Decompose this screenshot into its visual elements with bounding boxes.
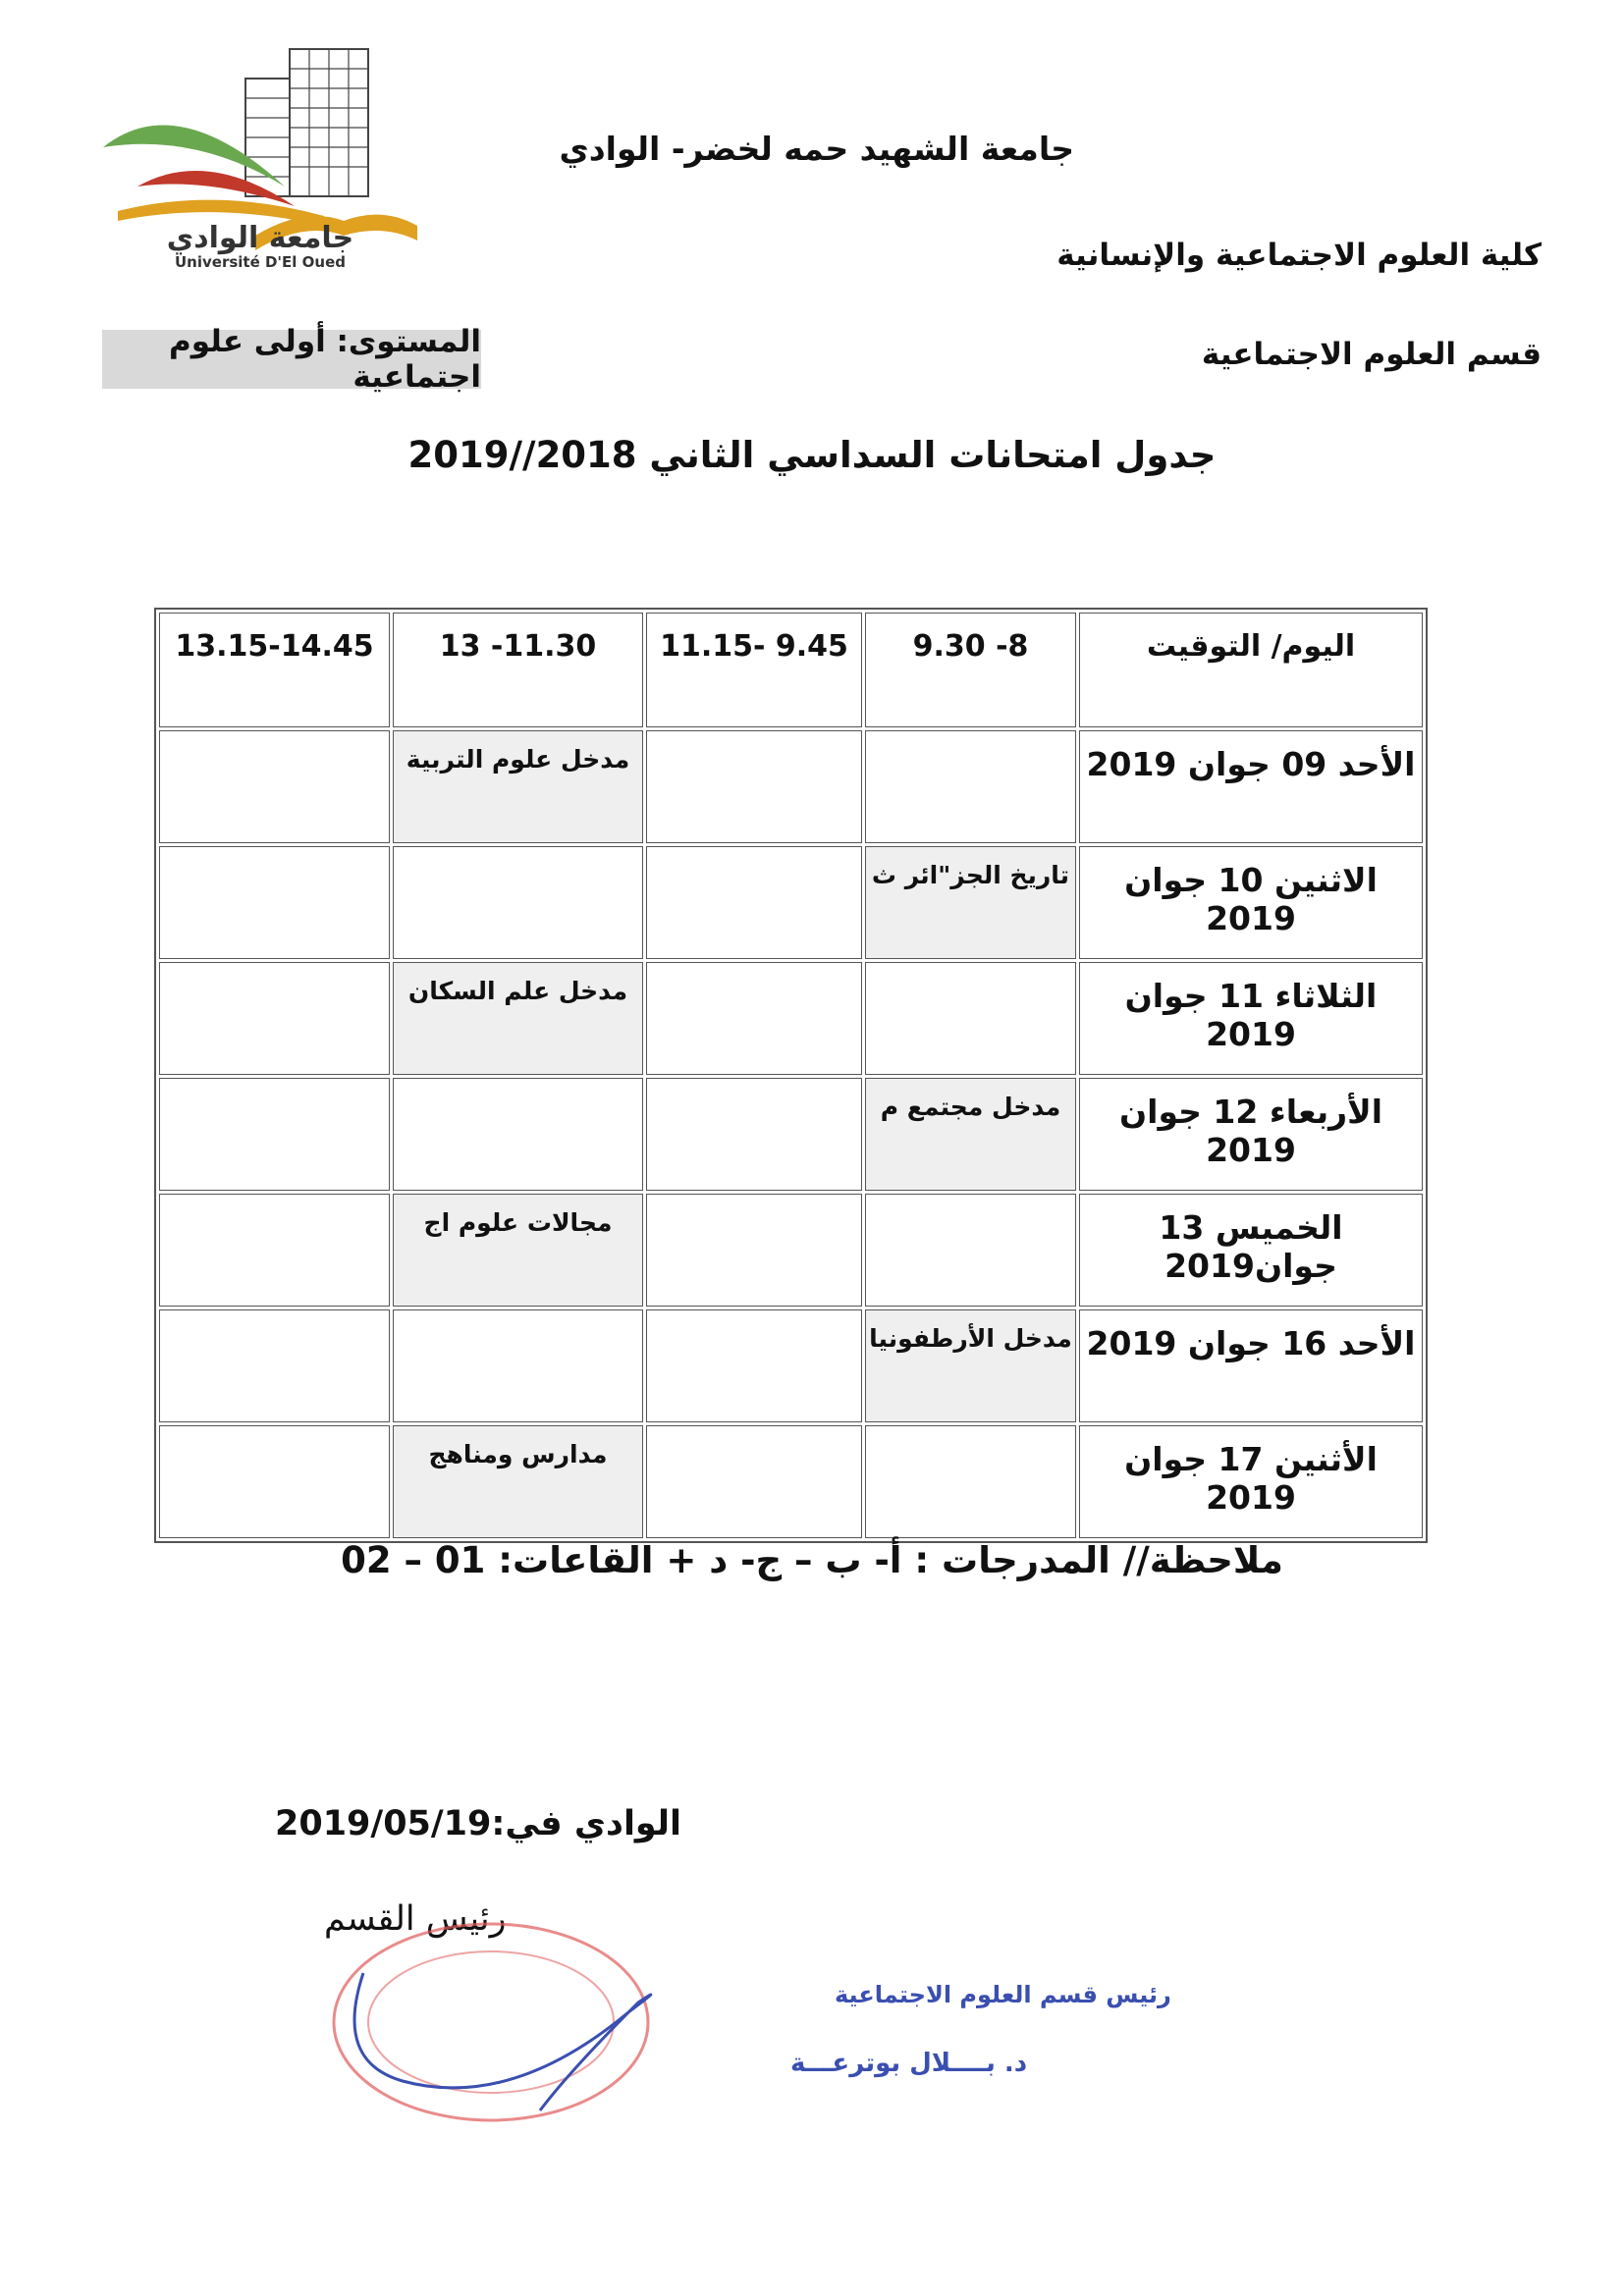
logo-text-arabic: جامعة الوادي <box>166 221 354 255</box>
table-row <box>159 1078 1423 1191</box>
exam-slot-cell <box>865 730 1076 843</box>
day-cell: الأحد 09 جوان 2019 <box>1079 730 1423 843</box>
exam-slot-cell <box>159 1078 390 1191</box>
exam-slot-cell <box>159 1425 390 1538</box>
stamp-line-1: رئيس قسم العلوم الاجتماعية <box>835 1981 1171 2008</box>
department-name: قسم العلوم الاجتماعية <box>1201 337 1542 372</box>
table-row <box>159 1425 1423 1538</box>
exam-slot-cell <box>159 1309 390 1422</box>
exam-schedule-table <box>154 608 1428 1543</box>
university-name: جامعة الشهيد حمه لخضر- الوادي <box>559 130 1074 168</box>
header-slot-4: 13.15-14.45 <box>159 613 390 727</box>
day-cell: الاثنين 10 جوان 2019 <box>1079 846 1423 959</box>
table-row <box>159 962 1423 1075</box>
table-row <box>159 1194 1423 1307</box>
note-text: ملاحظة// المدرجات : أ- ب – ج- د + القاعات: 01 – 02 <box>341 1539 1283 1581</box>
exam-slot-cell: مجالات علوم اج <box>393 1194 643 1307</box>
level-label: المستوى: أولى علوم اجتماعية <box>102 330 481 389</box>
table-header-row <box>159 613 1423 727</box>
header-slot-1: 8- 9.30 <box>865 613 1076 727</box>
signatory-title: رئيس القسم <box>324 1899 507 1939</box>
exam-slot-cell: مدخل الأرطفونيا <box>865 1309 1076 1422</box>
exam-slot-cell <box>159 962 390 1075</box>
exam-slot-cell <box>393 1309 643 1422</box>
place-date: الوادي في:2019/05/19 <box>275 1804 682 1843</box>
exam-slot-cell <box>865 1425 1076 1538</box>
exam-slot-cell: مدخل مجتمع م <box>865 1078 1076 1191</box>
exam-slot-cell <box>865 962 1076 1075</box>
header-slot-2: 9.45 -11.15 <box>646 613 862 727</box>
day-cell: الخميس 13 جوان2019 <box>1079 1194 1423 1307</box>
exam-slot-cell <box>159 1194 390 1307</box>
exam-slot-cell: مدخل علم السكان <box>393 962 643 1075</box>
day-cell: الأحد 16 جوان 2019 <box>1079 1309 1423 1422</box>
day-cell: الثلاثاء 11 جوان 2019 <box>1079 962 1423 1075</box>
logo-text-french: Université D'El Oued <box>175 253 346 271</box>
header-slot-3: 11.30- 13 <box>393 613 643 727</box>
exam-slot-cell <box>646 1309 862 1422</box>
exam-slot-cell <box>646 1425 862 1538</box>
exam-slot-cell: مدخل علوم التربية <box>393 730 643 843</box>
table-row <box>159 730 1423 843</box>
table-row <box>159 846 1423 959</box>
exam-slot-cell <box>646 846 862 959</box>
day-cell: الأثنين 17 جوان 2019 <box>1079 1425 1423 1538</box>
exam-slot-cell <box>646 730 862 843</box>
table-row <box>159 1309 1423 1422</box>
exam-slot-cell <box>159 730 390 843</box>
exam-slot-cell <box>393 1078 643 1191</box>
exam-slot-cell <box>646 1078 862 1191</box>
exam-slot-cell <box>646 1194 862 1307</box>
exam-slot-cell: تاريخ الجز"ائر ث <box>865 846 1076 959</box>
exam-slot-cell <box>159 846 390 959</box>
day-cell: الأربعاء 12 جوان 2019 <box>1079 1078 1423 1191</box>
stamp-inner-ring <box>368 1951 614 2093</box>
exam-slot-cell: مدارس ومناهج <box>393 1425 643 1538</box>
faculty-name: كلية العلوم الاجتماعية والإنسانية <box>1056 238 1542 273</box>
schedule-title: جدول امتحانات السداسي الثاني 2018//2019 <box>407 434 1217 476</box>
university-logo <box>98 39 422 270</box>
header-day-time: اليوم/ التوقيت <box>1079 613 1423 727</box>
logo-graphic <box>98 39 422 270</box>
exam-slot-cell <box>865 1194 1076 1307</box>
exam-slot-cell <box>646 962 862 1075</box>
exam-slot-cell <box>393 846 643 959</box>
stamp-line-2: د. بــــلال بوترعـــة <box>790 2049 1028 2078</box>
stamp-ring <box>334 1924 648 2120</box>
official-stamp <box>314 1914 1171 2140</box>
